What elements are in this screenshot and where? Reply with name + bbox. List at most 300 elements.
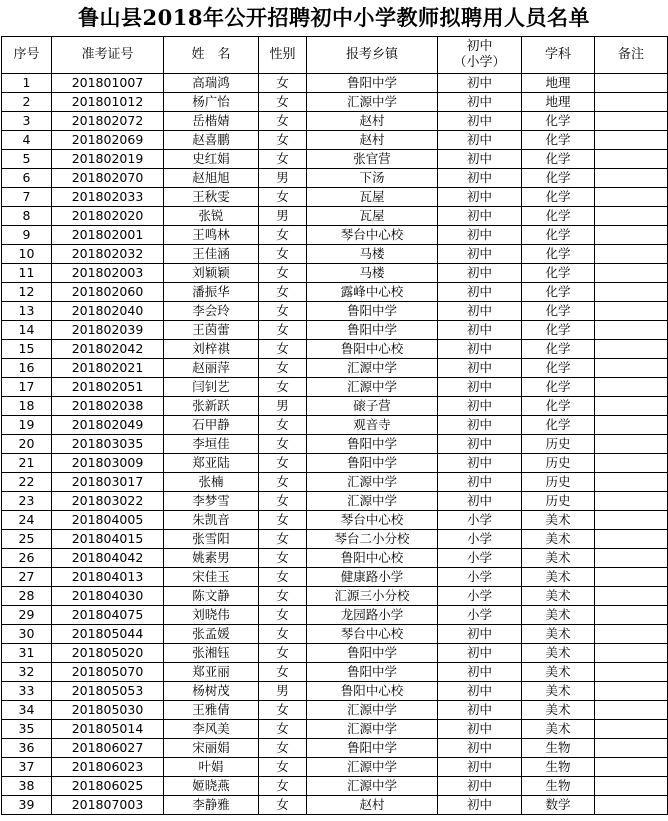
table-row — [2, 397, 668, 416]
cell-level: 初中 — [438, 340, 522, 359]
table-row — [2, 207, 668, 226]
cell-seq: 12 — [2, 283, 52, 302]
cell-level: 初中 — [438, 777, 522, 796]
cell-gender: 女 — [259, 492, 307, 511]
page-title: 鲁山县2018年公开招聘初中小学教师拟聘用人员名单 — [78, 5, 590, 30]
cell-town: 汇源中学 — [307, 93, 438, 112]
cell-notes — [595, 682, 668, 701]
cell-subject: 地理 — [522, 93, 595, 112]
cell-name: 李会玲 — [164, 302, 259, 321]
cell-name: 杨广怡 — [164, 93, 259, 112]
cell-exam-id: 201804030 — [52, 587, 164, 606]
cell-exam-id: 201807003 — [52, 796, 164, 815]
header-level-line1: 初中 — [466, 39, 493, 54]
cell-level: 初中 — [438, 150, 522, 169]
cell-town: 鲁阳中学 — [307, 454, 438, 473]
table-body — [2, 74, 668, 815]
cell-notes — [595, 169, 668, 188]
table-row — [2, 188, 668, 207]
cell-notes — [595, 796, 668, 815]
cell-exam-id: 201802072 — [52, 112, 164, 131]
cell-level: 初中 — [438, 435, 522, 454]
cell-level: 初中 — [438, 644, 522, 663]
cell-town: 鲁阳中学 — [307, 739, 438, 758]
cell-gender: 女 — [259, 74, 307, 93]
cell-seq: 1 — [2, 74, 52, 93]
table-row — [2, 454, 668, 473]
cell-seq: 6 — [2, 169, 52, 188]
cell-name: 张湘钰 — [164, 644, 259, 663]
cell-subject: 历史 — [522, 454, 595, 473]
table-row — [2, 511, 668, 530]
cell-gender: 女 — [259, 777, 307, 796]
cell-notes — [595, 435, 668, 454]
cell-subject: 化学 — [522, 416, 595, 435]
cell-name: 史红娟 — [164, 150, 259, 169]
cell-subject: 美术 — [522, 511, 595, 530]
cell-subject: 生物 — [522, 739, 595, 758]
cell-exam-id: 201806027 — [52, 739, 164, 758]
cell-notes — [595, 644, 668, 663]
table-row — [2, 150, 668, 169]
cell-town: 汇源中学 — [307, 378, 438, 397]
cell-seq: 22 — [2, 473, 52, 492]
cell-name: 姚素男 — [164, 549, 259, 568]
cell-notes — [595, 207, 668, 226]
cell-town: 健康路小学 — [307, 568, 438, 587]
cell-town: 鲁阳中学 — [307, 321, 438, 340]
cell-seq: 26 — [2, 549, 52, 568]
cell-seq: 25 — [2, 530, 52, 549]
cell-level: 初中 — [438, 663, 522, 682]
cell-subject: 美术 — [522, 701, 595, 720]
cell-exam-id: 201802040 — [52, 302, 164, 321]
cell-subject: 历史 — [522, 435, 595, 454]
cell-gender: 女 — [259, 302, 307, 321]
cell-subject: 数学 — [522, 796, 595, 815]
cell-seq: 18 — [2, 397, 52, 416]
cell-level: 初中 — [438, 226, 522, 245]
cell-notes — [595, 131, 668, 150]
cell-notes — [595, 511, 668, 530]
cell-town: 鲁阳中学 — [307, 644, 438, 663]
cell-seq: 10 — [2, 245, 52, 264]
cell-level: 初中 — [438, 454, 522, 473]
cell-town: 瓦屋 — [307, 207, 438, 226]
cell-gender: 男 — [259, 207, 307, 226]
cell-seq: 38 — [2, 777, 52, 796]
table-row — [2, 435, 668, 454]
header-town: 报考乡镇 — [307, 37, 438, 74]
cell-seq: 15 — [2, 340, 52, 359]
cell-town: 琴台中心校 — [307, 625, 438, 644]
cell-seq: 24 — [2, 511, 52, 530]
cell-town: 汇源中学 — [307, 720, 438, 739]
cell-level: 小学 — [438, 511, 522, 530]
cell-exam-id: 201802051 — [52, 378, 164, 397]
table-row — [2, 682, 668, 701]
cell-name: 赵喜鹏 — [164, 131, 259, 150]
cell-notes — [595, 587, 668, 606]
cell-gender: 女 — [259, 188, 307, 207]
cell-name: 朱凯音 — [164, 511, 259, 530]
cell-notes — [595, 777, 668, 796]
cell-level: 初中 — [438, 74, 522, 93]
cell-gender: 女 — [259, 549, 307, 568]
cell-exam-id: 201801007 — [52, 74, 164, 93]
cell-exam-id: 201802032 — [52, 245, 164, 264]
table-row — [2, 568, 668, 587]
cell-level: 初中 — [438, 720, 522, 739]
header-name: 姓 名 — [164, 37, 259, 74]
cell-level: 初中 — [438, 416, 522, 435]
cell-gender: 女 — [259, 416, 307, 435]
table-row — [2, 302, 668, 321]
cell-notes — [595, 454, 668, 473]
cell-notes — [595, 321, 668, 340]
cell-level: 初中 — [438, 207, 522, 226]
cell-exam-id: 201802049 — [52, 416, 164, 435]
cell-gender: 男 — [259, 397, 307, 416]
cell-notes — [595, 530, 668, 549]
cell-gender: 女 — [259, 112, 307, 131]
cell-gender: 女 — [259, 321, 307, 340]
header-notes: 备注 — [595, 37, 668, 74]
cell-seq: 23 — [2, 492, 52, 511]
cell-name: 姬晓燕 — [164, 777, 259, 796]
cell-name: 宋丽娟 — [164, 739, 259, 758]
cell-level: 小学 — [438, 606, 522, 625]
cell-seq: 7 — [2, 188, 52, 207]
cell-subject: 化学 — [522, 245, 595, 264]
cell-seq: 4 — [2, 131, 52, 150]
cell-level: 初中 — [438, 378, 522, 397]
cell-name: 郑亚丽 — [164, 663, 259, 682]
cell-gender: 女 — [259, 644, 307, 663]
cell-seq: 9 — [2, 226, 52, 245]
cell-exam-id: 201802039 — [52, 321, 164, 340]
cell-seq: 5 — [2, 150, 52, 169]
cell-name: 刘晓伟 — [164, 606, 259, 625]
cell-name: 李梦雪 — [164, 492, 259, 511]
table-row — [2, 321, 668, 340]
cell-notes — [595, 758, 668, 777]
cell-name: 李静雅 — [164, 796, 259, 815]
cell-subject: 美术 — [522, 587, 595, 606]
cell-town: 马楼 — [307, 264, 438, 283]
cell-gender: 女 — [259, 226, 307, 245]
cell-level: 初中 — [438, 492, 522, 511]
cell-town: 赵村 — [307, 796, 438, 815]
table-row — [2, 492, 668, 511]
cell-town: 汇源中学 — [307, 758, 438, 777]
cell-level: 小学 — [438, 549, 522, 568]
cell-level: 初中 — [438, 283, 522, 302]
cell-gender: 女 — [259, 739, 307, 758]
cell-level: 初中 — [438, 112, 522, 131]
cell-town: 鲁阳中学 — [307, 74, 438, 93]
cell-seq: 29 — [2, 606, 52, 625]
table-row — [2, 644, 668, 663]
cell-gender: 女 — [259, 378, 307, 397]
table-row — [2, 530, 668, 549]
cell-town: 汇源中学 — [307, 777, 438, 796]
cell-exam-id: 201802042 — [52, 340, 164, 359]
cell-subject: 美术 — [522, 682, 595, 701]
cell-notes — [595, 359, 668, 378]
cell-town: 琴台中心校 — [307, 226, 438, 245]
cell-gender: 女 — [259, 283, 307, 302]
cell-subject: 生物 — [522, 758, 595, 777]
cell-level: 初中 — [438, 682, 522, 701]
cell-notes — [595, 188, 668, 207]
cell-seq: 33 — [2, 682, 52, 701]
cell-gender: 女 — [259, 758, 307, 777]
cell-level: 初中 — [438, 264, 522, 283]
cell-notes — [595, 492, 668, 511]
table-row — [2, 587, 668, 606]
cell-exam-id: 201802020 — [52, 207, 164, 226]
cell-notes — [595, 625, 668, 644]
cell-gender: 女 — [259, 264, 307, 283]
hiring-list-table — [1, 36, 668, 815]
cell-level: 初中 — [438, 758, 522, 777]
cell-gender: 女 — [259, 454, 307, 473]
cell-exam-id: 201805030 — [52, 701, 164, 720]
cell-town: 龙园路小学 — [307, 606, 438, 625]
header-level-line2: （小学） — [453, 55, 506, 70]
header-exam-id: 准考证号 — [52, 37, 164, 74]
cell-exam-id: 201806025 — [52, 777, 164, 796]
cell-seq: 13 — [2, 302, 52, 321]
cell-name: 潘振华 — [164, 283, 259, 302]
cell-level: 初中 — [438, 359, 522, 378]
cell-exam-id: 201804015 — [52, 530, 164, 549]
cell-gender: 女 — [259, 625, 307, 644]
cell-town: 张官营 — [307, 150, 438, 169]
cell-level: 小学 — [438, 568, 522, 587]
cell-subject: 历史 — [522, 473, 595, 492]
cell-gender: 女 — [259, 131, 307, 150]
cell-exam-id: 201802060 — [52, 283, 164, 302]
cell-exam-id: 201803035 — [52, 435, 164, 454]
cell-subject: 化学 — [522, 397, 595, 416]
cell-name: 高瑞鸿 — [164, 74, 259, 93]
cell-town: 鲁阳中心校 — [307, 682, 438, 701]
cell-town: 汇源中学 — [307, 492, 438, 511]
cell-level: 初中 — [438, 302, 522, 321]
cell-gender: 女 — [259, 435, 307, 454]
cell-subject: 化学 — [522, 169, 595, 188]
cell-name: 叶娟 — [164, 758, 259, 777]
cell-notes — [595, 720, 668, 739]
cell-notes — [595, 473, 668, 492]
cell-subject: 美术 — [522, 549, 595, 568]
cell-exam-id: 201804013 — [52, 568, 164, 587]
cell-level: 初中 — [438, 796, 522, 815]
cell-exam-id: 201802003 — [52, 264, 164, 283]
cell-notes — [595, 701, 668, 720]
table-row — [2, 283, 668, 302]
cell-gender: 女 — [259, 473, 307, 492]
cell-name: 石甲静 — [164, 416, 259, 435]
table-row — [2, 74, 668, 93]
cell-name: 刘颖颖 — [164, 264, 259, 283]
cell-town: 鲁阳中学 — [307, 435, 438, 454]
cell-level: 初中 — [438, 245, 522, 264]
cell-subject: 化学 — [522, 264, 595, 283]
table-row — [2, 378, 668, 397]
cell-subject: 美术 — [522, 625, 595, 644]
cell-name: 岳楷婧 — [164, 112, 259, 131]
cell-name: 王雅倩 — [164, 701, 259, 720]
cell-subject: 美术 — [522, 568, 595, 587]
cell-name: 郑亚陆 — [164, 454, 259, 473]
cell-notes — [595, 93, 668, 112]
cell-town: 鲁阳中学 — [307, 663, 438, 682]
cell-exam-id: 201805044 — [52, 625, 164, 644]
cell-seq: 3 — [2, 112, 52, 131]
cell-subject: 化学 — [522, 359, 595, 378]
cell-seq: 39 — [2, 796, 52, 815]
cell-gender: 女 — [259, 663, 307, 682]
cell-town: 琴台二小分校 — [307, 530, 438, 549]
cell-notes — [595, 568, 668, 587]
cell-subject: 化学 — [522, 302, 595, 321]
cell-subject: 化学 — [522, 207, 595, 226]
cell-subject: 美术 — [522, 644, 595, 663]
cell-name: 张新跃 — [164, 397, 259, 416]
cell-town: 鲁阳中心校 — [307, 549, 438, 568]
table-row — [2, 720, 668, 739]
cell-seq: 27 — [2, 568, 52, 587]
cell-exam-id: 201806023 — [52, 758, 164, 777]
cell-subject: 化学 — [522, 283, 595, 302]
cell-level: 初中 — [438, 701, 522, 720]
cell-seq: 8 — [2, 207, 52, 226]
cell-town: 露峰中心校 — [307, 283, 438, 302]
cell-seq: 20 — [2, 435, 52, 454]
cell-subject: 地理 — [522, 74, 595, 93]
cell-seq: 28 — [2, 587, 52, 606]
cell-notes — [595, 606, 668, 625]
cell-notes — [595, 283, 668, 302]
cell-town: 汇源中学 — [307, 701, 438, 720]
cell-level: 初中 — [438, 397, 522, 416]
table-row — [2, 112, 668, 131]
cell-name: 王秋雯 — [164, 188, 259, 207]
cell-name: 宋佳玉 — [164, 568, 259, 587]
cell-town: 鲁阳中学 — [307, 302, 438, 321]
cell-level: 初中 — [438, 188, 522, 207]
table-header-row — [2, 37, 668, 74]
table-row — [2, 758, 668, 777]
cell-gender: 女 — [259, 245, 307, 264]
cell-level: 初中 — [438, 625, 522, 644]
cell-notes — [595, 74, 668, 93]
cell-gender: 女 — [259, 701, 307, 720]
cell-notes — [595, 663, 668, 682]
cell-seq: 37 — [2, 758, 52, 777]
header-subject: 学科 — [522, 37, 595, 74]
cell-town: 赵村 — [307, 131, 438, 150]
cell-notes — [595, 739, 668, 758]
cell-notes — [595, 416, 668, 435]
cell-notes — [595, 302, 668, 321]
cell-town: 鲁阳中心校 — [307, 340, 438, 359]
table-row — [2, 549, 668, 568]
cell-gender: 女 — [259, 511, 307, 530]
cell-level: 初中 — [438, 473, 522, 492]
cell-town: 赵村 — [307, 112, 438, 131]
table-row — [2, 701, 668, 720]
cell-subject: 化学 — [522, 112, 595, 131]
cell-exam-id: 201805053 — [52, 682, 164, 701]
table-row — [2, 169, 668, 188]
cell-notes — [595, 264, 668, 283]
cell-subject: 美术 — [522, 530, 595, 549]
cell-seq: 34 — [2, 701, 52, 720]
cell-name: 张楠 — [164, 473, 259, 492]
cell-town: 磙子营 — [307, 397, 438, 416]
cell-notes — [595, 226, 668, 245]
cell-exam-id: 201802033 — [52, 188, 164, 207]
cell-exam-id: 201805020 — [52, 644, 164, 663]
cell-seq: 21 — [2, 454, 52, 473]
table-row — [2, 663, 668, 682]
cell-exam-id: 201805014 — [52, 720, 164, 739]
cell-subject: 化学 — [522, 321, 595, 340]
cell-name: 刘梓祺 — [164, 340, 259, 359]
cell-exam-id: 201802070 — [52, 169, 164, 188]
table-row — [2, 473, 668, 492]
cell-notes — [595, 340, 668, 359]
cell-town: 汇源中学 — [307, 473, 438, 492]
cell-gender: 男 — [259, 682, 307, 701]
cell-subject: 化学 — [522, 378, 595, 397]
table-row — [2, 226, 668, 245]
cell-subject: 美术 — [522, 663, 595, 682]
table-row — [2, 340, 668, 359]
cell-subject: 生物 — [522, 777, 595, 796]
cell-seq: 19 — [2, 416, 52, 435]
cell-seq: 35 — [2, 720, 52, 739]
cell-subject: 化学 — [522, 131, 595, 150]
cell-name: 杨树茂 — [164, 682, 259, 701]
cell-gender: 女 — [259, 796, 307, 815]
cell-exam-id: 201801012 — [52, 93, 164, 112]
cell-exam-id: 201804075 — [52, 606, 164, 625]
table-row — [2, 245, 668, 264]
cell-seq: 2 — [2, 93, 52, 112]
cell-name: 李垣佳 — [164, 435, 259, 454]
cell-gender: 女 — [259, 530, 307, 549]
cell-seq: 32 — [2, 663, 52, 682]
cell-subject: 化学 — [522, 340, 595, 359]
cell-level: 初中 — [438, 321, 522, 340]
cell-notes — [595, 245, 668, 264]
cell-exam-id: 201802001 — [52, 226, 164, 245]
cell-seq: 11 — [2, 264, 52, 283]
cell-gender: 女 — [259, 568, 307, 587]
cell-name: 赵丽萍 — [164, 359, 259, 378]
cell-town: 汇源中学 — [307, 359, 438, 378]
cell-town: 马楼 — [307, 245, 438, 264]
cell-notes — [595, 150, 668, 169]
table-row — [2, 416, 668, 435]
cell-subject: 化学 — [522, 150, 595, 169]
cell-exam-id: 201804042 — [52, 549, 164, 568]
